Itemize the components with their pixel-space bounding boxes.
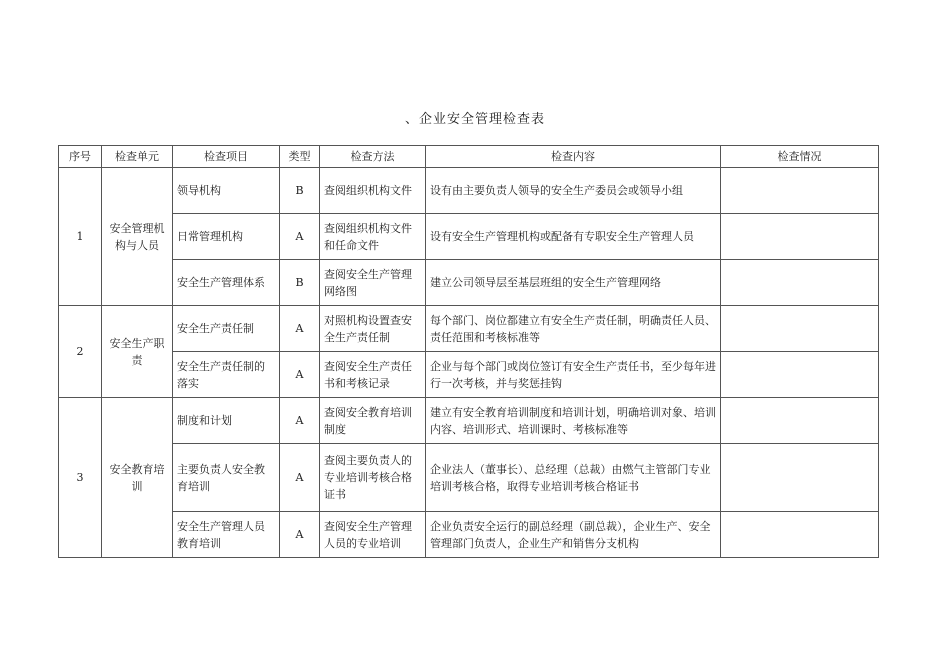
table-row	[59, 512, 879, 558]
check-content: 设有由主要负责人领导的安全生产委员会或领导小组	[426, 168, 721, 214]
header-status: 检查情况	[721, 146, 879, 168]
check-status[interactable]	[721, 512, 879, 558]
check-item: 制度和计划	[173, 398, 280, 444]
group-unit: 安全教育培训	[102, 398, 173, 558]
check-method: 查阅安全生产责任书和考核记录	[320, 352, 426, 398]
check-item: 日常管理机构	[173, 214, 280, 260]
header-content: 检查内容	[426, 146, 721, 168]
check-type: A	[280, 444, 320, 512]
check-status[interactable]	[721, 214, 879, 260]
check-method: 查阅安全生产管理人员的专业培训	[320, 512, 426, 558]
table-row	[59, 398, 879, 444]
group-seq: 2	[59, 306, 102, 398]
header-item: 检查项目	[173, 146, 280, 168]
table-row	[59, 444, 879, 512]
header-type: 类型	[280, 146, 320, 168]
group-unit: 安全管理机构与人员	[102, 168, 173, 306]
group-unit: 安全生产职责	[102, 306, 173, 398]
check-content: 企业法人（董事长）、总经理（总裁）由燃气主管部门专业培训考核合格，取得专业培训考核合格证书	[426, 444, 721, 512]
check-method: 查阅安全生产管理网络图	[320, 260, 426, 306]
check-item: 安全生产管理体系	[173, 260, 280, 306]
check-status[interactable]	[721, 444, 879, 512]
check-method: 对照机构设置查安全生产责任制	[320, 306, 426, 352]
inspection-table	[58, 145, 879, 558]
check-method: 查阅主要负责人的专业培训考核合格证书	[320, 444, 426, 512]
table-row	[59, 306, 879, 352]
check-content: 每个部门、岗位都建立有安全生产责任制，明确责任人员、责任范围和考核标准等	[426, 306, 721, 352]
header-seq: 序号	[59, 146, 102, 168]
check-item: 安全生产管理人员教育培训	[173, 512, 280, 558]
table-row	[59, 352, 879, 398]
check-content: 建立公司领导层至基层班组的安全生产管理网络	[426, 260, 721, 306]
check-status[interactable]	[721, 398, 879, 444]
check-status[interactable]	[721, 168, 879, 214]
group-seq: 3	[59, 398, 102, 558]
check-type: A	[280, 306, 320, 352]
page-title: 、企业安全管理检查表	[404, 112, 545, 127]
table-row	[59, 260, 879, 306]
check-method: 查阅组织机构文件	[320, 168, 426, 214]
check-type: B	[280, 168, 320, 214]
check-content: 企业负责安全运行的副总经理（副总裁），企业生产、安全管理部门负责人，企业生产和销售分支机构	[426, 512, 721, 558]
check-content: 企业与每个部门或岗位签订有安全生产责任书，至少每年进行一次考核，并与奖惩挂钩	[426, 352, 721, 398]
check-content: 设有安全生产管理机构或配备有专职安全生产管理人员	[426, 214, 721, 260]
check-status[interactable]	[721, 306, 879, 352]
header-unit: 检查单元	[102, 146, 173, 168]
check-status[interactable]	[721, 260, 879, 306]
check-type: A	[280, 352, 320, 398]
check-type: A	[280, 398, 320, 444]
header-method: 检查方法	[320, 146, 426, 168]
table-row	[59, 168, 879, 214]
table-header-row	[59, 146, 879, 168]
check-type: A	[280, 214, 320, 260]
table-row	[59, 214, 879, 260]
check-item: 安全生产责任制的落实	[173, 352, 280, 398]
check-method: 查阅安全教育培训制度	[320, 398, 426, 444]
check-item: 安全生产责任制	[173, 306, 280, 352]
check-type: A	[280, 512, 320, 558]
check-status[interactable]	[721, 352, 879, 398]
check-item: 主要负责人安全教育培训	[173, 444, 280, 512]
check-type: B	[280, 260, 320, 306]
group-seq: 1	[59, 168, 102, 306]
check-method: 查阅组织机构文件和任命文件	[320, 214, 426, 260]
check-item: 领导机构	[173, 168, 280, 214]
check-content: 建立有安全教育培训制度和培训计划，明确培训对象、培训内容、培训形式、培训课时、考核标准等	[426, 398, 721, 444]
